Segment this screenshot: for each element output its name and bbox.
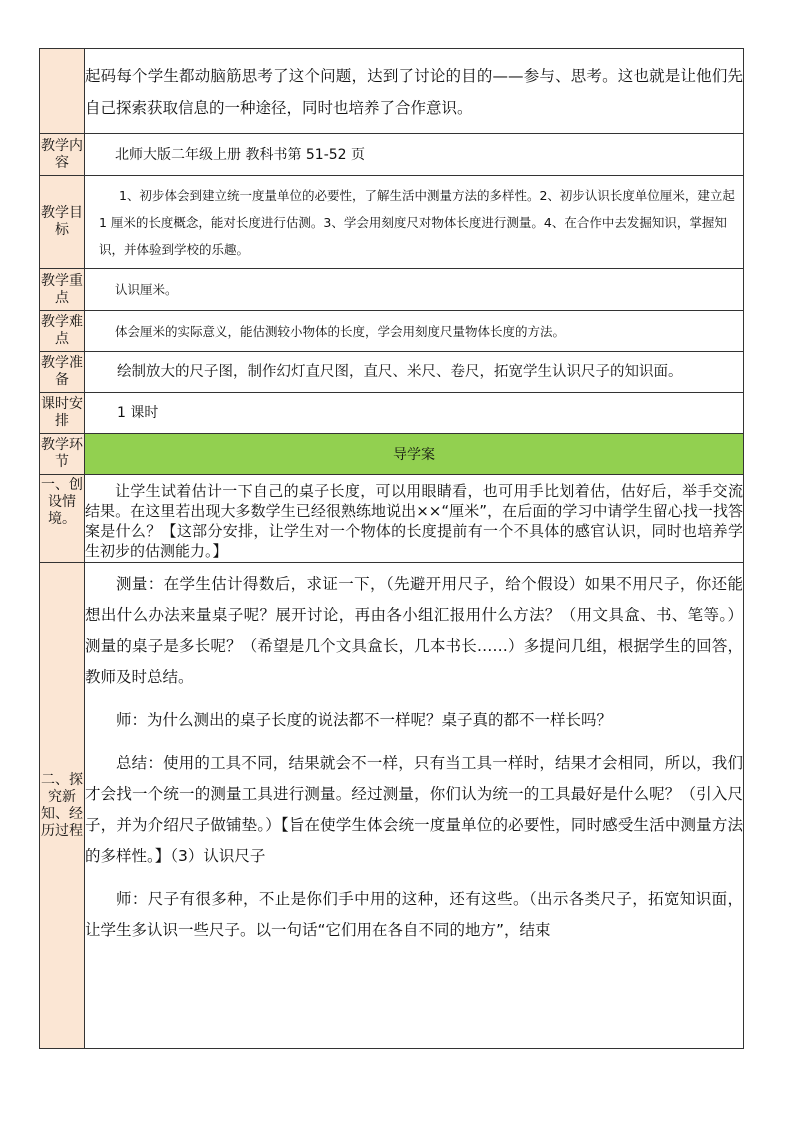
key-label: 教学重点 — [40, 269, 85, 311]
section-header: 导学案 — [85, 434, 744, 475]
goals-text: 1、初步体会到建立统一度量单位的必要性，了解生活中测量方法的多样性。2、初步认识长度单位厘米，建立起 1 厘米的长度概念，能对长度进行估测。3、学会用刻度尺对物体长度进行测量。4、在合作中去发掘知识，掌握知识，并体验到学校的乐趣。 — [85, 176, 744, 269]
intro-text: 起码每个学生都动脑筋思考了这个问题，达到了讨论的目的——参与、思考。这也就是让他们先自己探索获取信息的一种途径，同时也培养了合作意识。 — [85, 49, 744, 134]
content-row — [40, 134, 744, 176]
difficulty-text: 体会厘米的实际意义，能估测较小物体的长度，学会用刻度尺量物体长度的方法。 — [85, 311, 744, 352]
goals-label: 教学目标 — [40, 176, 85, 269]
stage-row — [40, 434, 744, 475]
content-text: 北师大版二年级上册 教科书第 51-52 页 — [85, 134, 744, 176]
time-label: 课时安排 — [40, 393, 85, 434]
part2-paragraph: 总结：使用的工具不同，结果就会不一样，只有当工具一样时，结果才会相同，所以，我们才会找一个统一的测量工具进行测量。经过测量，你们认为统一的工具最好是什么呢？（引入尺子，并为介绍尺子做铺垫。）【旨在使学生体会统一度量单位的必要性，同时感受生活中测量方法的多样性。】（3）认识尺子 — [85, 754, 743, 865]
part2-label: 二、探究新知、经历过程 — [40, 563, 85, 1049]
difficulty-row — [40, 311, 744, 352]
part1-label: 一、创设情境。 — [40, 475, 85, 563]
intro-row-label — [40, 49, 85, 134]
part1-row — [40, 475, 744, 563]
part2-paragraph: 师：为什么测出的桌子长度的说法都不一样呢？桌子真的都不一样长吗？ — [116, 711, 613, 729]
content-label: 教学内容 — [40, 134, 85, 176]
prep-label: 教学准备 — [40, 352, 85, 393]
stage-label: 教学环节 — [40, 434, 85, 475]
part2-paragraph: 测量：在学生估计得数后，求证一下，（先避开用尺子，给个假设）如果不用尺子，你还能想出什么办法来量桌子呢？展开讨论，再由各小组汇报用什么方法？（用文具盒、书、笔等。）测量的桌子是多长呢？（希望是几个文具盒长，几本书长……）多提问几组，根据学生的回答，教师及时总结。 — [85, 575, 743, 686]
intro-row — [40, 49, 744, 134]
lesson-plan-table — [39, 48, 744, 1049]
time-text: 1 课时 — [85, 393, 744, 434]
part2-content — [85, 563, 744, 1049]
part1-text: 让学生试着估计一下自己的桌子长度，可以用眼睛看，也可用手比划着估，估好后，举手交流结果。在这里若出现大多数学生已经很熟练地说出××“厘米”，在后面的学习中请学生留心找一找答案是什么？【这部分安排，让学生对一个物体的长度提前有一个不具体的感官认识，同时也培养学生初步的估测能力。】 — [85, 475, 744, 563]
part2-row — [40, 563, 744, 1049]
time-row — [40, 393, 744, 434]
prep-row — [40, 352, 744, 393]
part2-paragraph: 师：尺子有很多种，不止是你们手中用的这种，还有这些。（出示各类尺子，拓宽知识面，让学生多认识一些尺子。以一句话“它们用在各自不同的地方”，结束 — [85, 890, 743, 939]
goals-row — [40, 176, 744, 269]
prep-text: 绘制放大的尺子图，制作幻灯直尺图，直尺、米尺、卷尺，拓宽学生认识尺子的知识面。 — [85, 352, 744, 393]
difficulty-label: 教学难点 — [40, 311, 85, 352]
key-row — [40, 269, 744, 311]
key-text: 认识厘米。 — [85, 269, 744, 311]
